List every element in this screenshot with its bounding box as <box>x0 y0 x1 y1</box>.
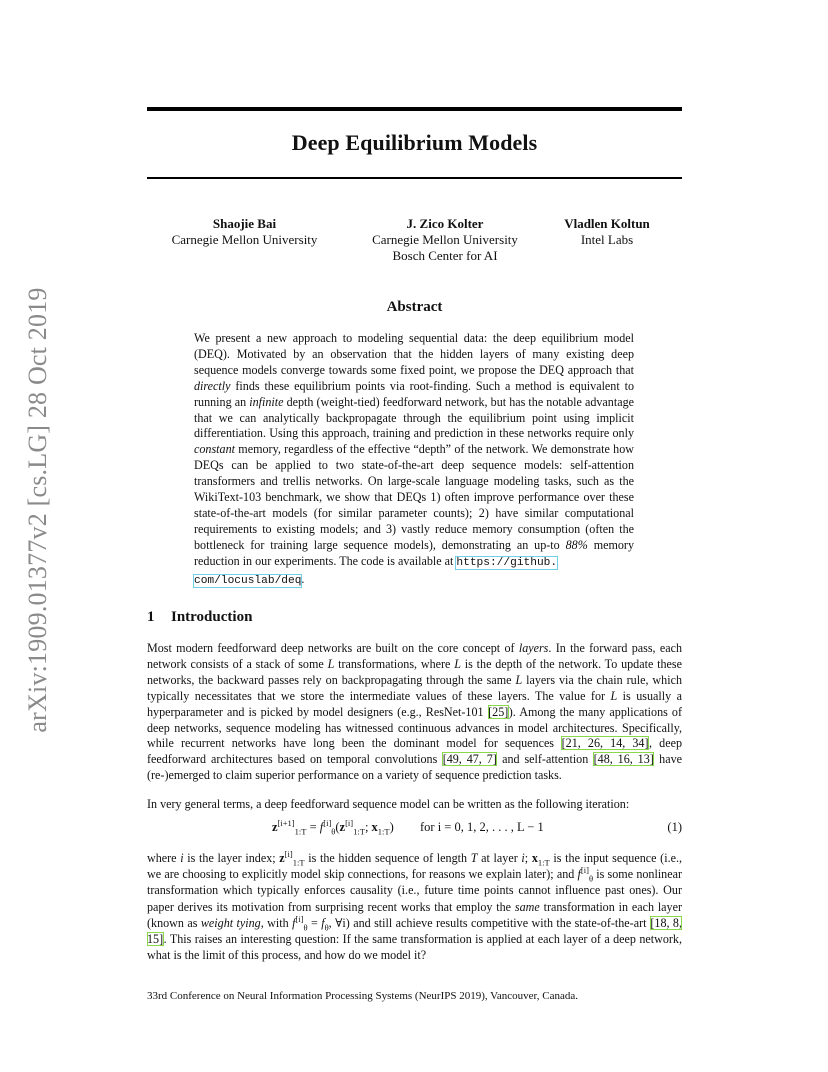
author-affiliation: Carnegie Mellon University <box>171 232 318 247</box>
abstract-text: We present a new approach to modeling sequential data: the deep equilibrium model (DEQ). Motivated by an observation that the hidden layers of many existing deep sequence models converge towards some fixed point, we propose the DEQ approach that directly finds these equilibrium points via root-finding. Such a method is equivalent to running an infinite depth (weight-tied) feedforward network, but has the notable advantage that we can analytically backpropagate through the equilibrium point using implicit differentiation. Using this approach, training and prediction in these networks require only constant memory, regardless of the effective “depth” of the network. We demonstrate how DEQs can be applied to two state-of-the-art deep sequence models: self-attention transformers and trellis networks. On large-scale language modeling tasks, such as the WikiText-103 benchmark, we show that DEQs 1) often improve performance over these state-of-the-art models (for similar parameter counts); 2) have similar computational requirements to existing models; and 3) vastly reduce memory consumption (often the bottleneck for training large sequence models), demonstrating an up-to 88% memory reduction in our experiments. The code is available at https://github. com/locuslab/deq. <box>194 331 635 587</box>
equation-condition: for i = 0, 1, 2, . . . , L − 1 <box>420 820 544 834</box>
equation-number: (1) <box>667 820 682 834</box>
paper-title: Deep Equilibrium Models <box>291 130 538 155</box>
citation-link[interactable]: [48, 16, 13] <box>593 752 654 767</box>
section-heading-introduction <box>147 609 252 626</box>
citation-link[interactable]: [49, 47, 7] <box>442 752 497 767</box>
title-rule-top <box>147 107 682 111</box>
section-title: Introduction <box>171 609 253 625</box>
author-name: J. Zico Kolter <box>406 216 484 231</box>
conference-footnote: 33rd Conference on Neural Information Processing Systems (NeurIPS 2019), Vancouver, Canada. <box>147 990 579 1002</box>
code-link[interactable]: https://github. com/locuslab/deq <box>194 556 558 587</box>
abstract-heading: Abstract <box>386 299 443 315</box>
arxiv-stamp: arXiv:1909.01377v2 [cs.LG] 28 Oct 2019 <box>23 287 52 733</box>
equation-body: $z[i+1]_{1:T} = f[i]_\theta(z[i]_{1:T}$; $x_{1:T}$) <box>272 817 394 837</box>
author-2 <box>355 216 535 264</box>
author-1 <box>157 216 332 248</box>
author-affiliation: Bosch Center for AI <box>392 248 498 263</box>
author-3 <box>542 216 672 248</box>
author-affiliation: Carnegie Mellon University <box>372 232 518 247</box>
author-name: Vladlen Koltun <box>564 216 650 231</box>
title-rule-bottom <box>147 177 682 179</box>
citation-link[interactable]: [25] <box>488 704 509 719</box>
citation-link[interactable]: [18, 8, 15] <box>147 915 683 947</box>
intro-paragraph-2: In very general terms, a deep feedforward sequence model can be written as the following iteration: <box>147 797 630 811</box>
citation-link[interactable]: [21, 26, 14, 34] <box>561 736 649 751</box>
author-affiliation: Intel Labs <box>580 232 634 247</box>
intro-paragraph-1: Most modern feedforward deep networks are built on the core concept of layers. In the forward pass, each network consists of a stack of some L transformations, where L is the depth of the network. To update these networks, the backward passes rely on backpropagating through the same L layers via the chain rule, which typically necessitates that we store the intermediate values of these layers. The value for L is usually a hyperparameter and is picked by model designers (e.g., ResNet-101 [25]). Among the many applications of deep networks, sequence modeling has witnessed continuous advances in model architectures. Specifically, while recurrent networks have long been the dominant model for sequences [21, 26, 14, 34], deep feedforward architectures based on temporal convolutions [49, 47, 7] and self-attention [48, 16, 13] have (re-)emerged to claim superior performance on a variety of sequence prediction tasks. <box>147 641 682 783</box>
section-number: 1 <box>147 609 155 625</box>
intro-paragraph-3: where i is the layer index; $z[i]_{1:T}$ is the hidden sequence of length T at layer i; $x_{1:T}$ is the input sequence (i.e., we are choosing to explicitly model skip connections, for reasons we explain later); and $f[i]_\theta$ is some nonlinear transformation which typically enforces causality (i.e., future time points cannot influence past ones). Our paper derives its motivation from surprising recent works that employ the same transformation in each layer (known as weight tying, with $f[i]_\theta = f_\theta$, ∀i) and still achieve results competitive with the state-of-the-art [18, 8, 15]. This raises an interesting question: If the same transformation is applied at each layer of a deep network, what is the limit of this process, and how do we model it? <box>147 848 683 963</box>
author-name: Shaojie Bai <box>212 216 277 231</box>
equation-1 <box>147 817 682 842</box>
